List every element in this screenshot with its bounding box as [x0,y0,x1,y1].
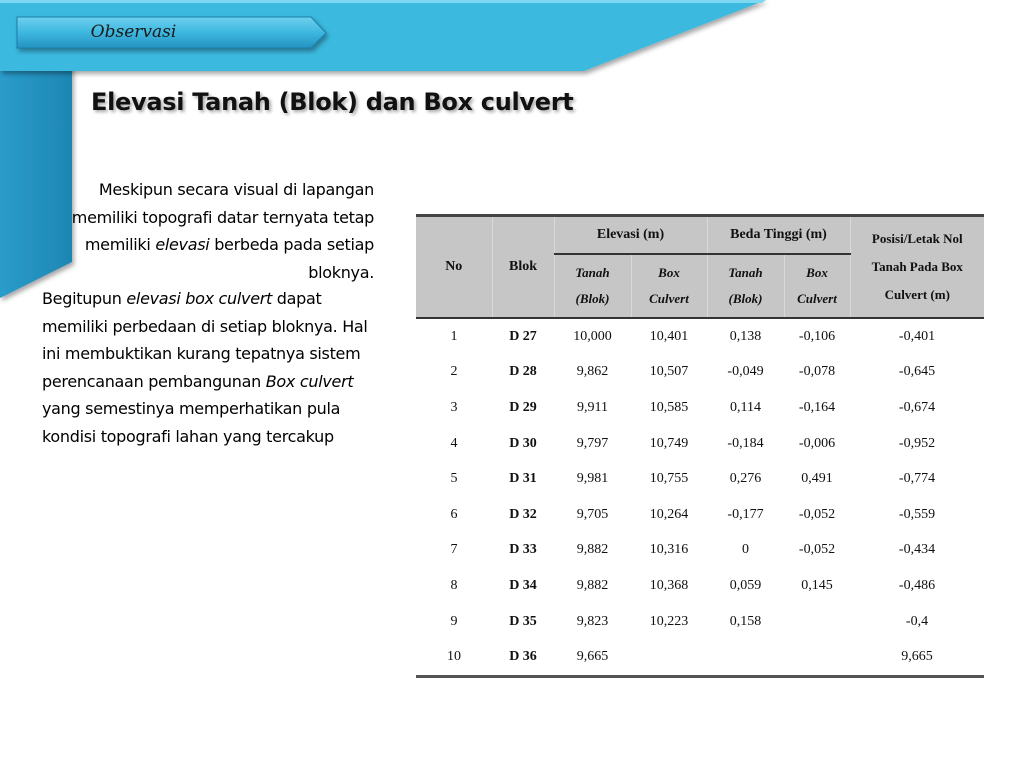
cell-posisi: 9,665 [850,639,984,676]
cell-blok: D 33 [509,542,537,558]
cell-blok: D 31 [509,471,537,487]
cell-beda-tanah: 0,114 [730,399,761,415]
cell-elev-box [631,639,707,676]
cell-posisi: -0,434 [898,542,936,558]
cell-no: 7 [450,542,458,558]
cell-elev-box: 10,749 [649,435,689,451]
cell-blok: D 27 [509,328,537,344]
cell-beda-tanah: -0,184 [727,435,764,451]
cell-beda-tanah: -0,049 [727,364,764,380]
section-banner [16,16,326,48]
elevation-table [416,214,984,678]
cell-elev-box: 10,223 [649,613,689,629]
table-row [416,390,984,426]
table-row [416,355,984,391]
cell-elev-tanah: 9,823 [576,613,609,629]
cell-elev-tanah: 9,705 [576,506,609,522]
header-blok: Blok [492,216,554,319]
cell-beda-tanah: 0,158 [729,613,762,629]
paragraph-text: Begitupun [42,289,127,308]
cell-beda-box: -0,052 [798,506,836,522]
cell-posisi: -0,645 [898,364,936,380]
cell-elev-box: 10,316 [649,542,689,558]
cell-beda-box: 0,491 [801,471,833,487]
cell-no: 4 [450,435,458,451]
cell-elev-tanah: 9,882 [576,542,609,558]
cell-elev-tanah: 9,862 [576,364,609,380]
header-posisi: Posisi/Letak Nol Tanah Pada Box Culvert (m) [850,216,984,319]
cell-elev-tanah: 9,665 [554,639,631,676]
subheader-elevasi-box: Box Culvert [631,254,707,318]
cell-no: 8 [450,577,458,593]
cell-elev-box: 10,507 [649,364,689,380]
emphasis-elevasi-box-culvert: elevasi box culvert [126,289,272,308]
header-elevasi: Elevasi (m) [554,216,707,255]
cell-beda-tanah: 0,276 [729,471,762,487]
subheader-beda-tanah: Tanah (Blok) [707,254,784,318]
cell-beda-box: -0,078 [798,364,836,380]
paragraph-text: yang semestinya memperhatikan pula kondisi topografi lahan yang tercakup [42,399,341,446]
cell-no: 6 [450,506,458,522]
cell-posisi: -0,559 [898,506,936,522]
paragraph-intro-text-end: berbeda pada setiap bloknya. [209,235,374,282]
cell-blok: D 29 [509,399,537,415]
cell-posisi: -0,674 [898,399,936,415]
cell-beda-box [784,639,850,676]
cell-elev-tanah: 10,000 [573,328,612,344]
header-no: No [416,216,492,319]
cell-no: 9 [450,613,458,629]
page-title: Elevasi Tanah (Blok) dan Box culvert [91,88,574,116]
cell-posisi: -0,486 [898,577,936,593]
emphasis-box-culvert: Box culvert [265,371,354,391]
header-beda-tinggi: Beda Tinggi (m) [707,216,850,255]
cell-beda-box: 0,145 [801,577,833,593]
cell-elev-box: 10,368 [649,577,689,593]
cell-blok: D 35 [509,613,537,629]
cell-elev-box: 10,401 [649,328,689,344]
cell-beda-tanah: 0,059 [729,577,762,593]
subheader-beda-box: Box Culvert [784,254,850,318]
cell-posisi: -0,4 [905,613,929,629]
table-row [416,533,984,569]
cell-no: 3 [450,399,458,415]
cell-no: 2 [450,364,458,380]
section-label: Observasi [90,22,177,42]
cell-blok: D 30 [509,435,537,451]
table-row [416,318,984,355]
emphasis-elevasi: elevasi [155,235,210,254]
cell-no: 10 [416,639,492,676]
cell-beda-box: -0,006 [798,435,836,451]
table-row [416,639,984,676]
paragraph-intro-text: Meskipun secara visual di lapangan memiliki topografi datar ternyata tetap memiliki [71,180,374,254]
cell-beda-box [784,604,850,640]
cell-elev-tanah: 9,797 [576,435,609,451]
table-row [416,461,984,497]
cell-blok: D 34 [509,577,537,593]
table-row [416,426,984,462]
cell-elev-tanah: 9,882 [576,577,609,593]
table-row [416,604,984,640]
cell-elev-box: 10,755 [649,471,689,487]
cell-blok: D 28 [509,364,537,380]
cell-beda-tanah [707,639,784,676]
cell-elev-tanah: 9,911 [577,399,608,415]
cell-elev-box: 10,264 [649,506,689,522]
paragraph-conclusion [42,285,382,450]
cell-beda-box: -0,106 [798,328,836,344]
cell-posisi: -0,952 [898,435,936,451]
cell-beda-box: -0,052 [798,542,836,558]
cell-elev-box: 10,585 [649,399,689,415]
cell-no: 5 [450,471,458,487]
table-row [416,497,984,533]
cell-beda-tanah: 0,138 [729,328,762,344]
cell-blok: D 32 [509,506,537,522]
cell-no: 1 [450,328,458,344]
cell-elev-tanah: 9,981 [576,471,609,487]
cell-beda-tanah: 0 [742,542,749,558]
subheader-elevasi-tanah: Tanah (Blok) [554,254,631,318]
cell-beda-tanah: -0,177 [727,506,764,522]
cell-blok: D 36 [492,639,554,676]
paragraph-text: dapat memiliki perbedaan di setiap bloknya. Hal ini membuktikan kurang tepatnya sistem perencanaan pembangunan [42,289,368,391]
cell-posisi: -0,401 [898,328,936,344]
cell-beda-box: -0,164 [798,399,836,415]
table-row [416,568,984,604]
paragraph-intro [30,176,374,286]
cell-posisi: -0,774 [898,471,936,487]
